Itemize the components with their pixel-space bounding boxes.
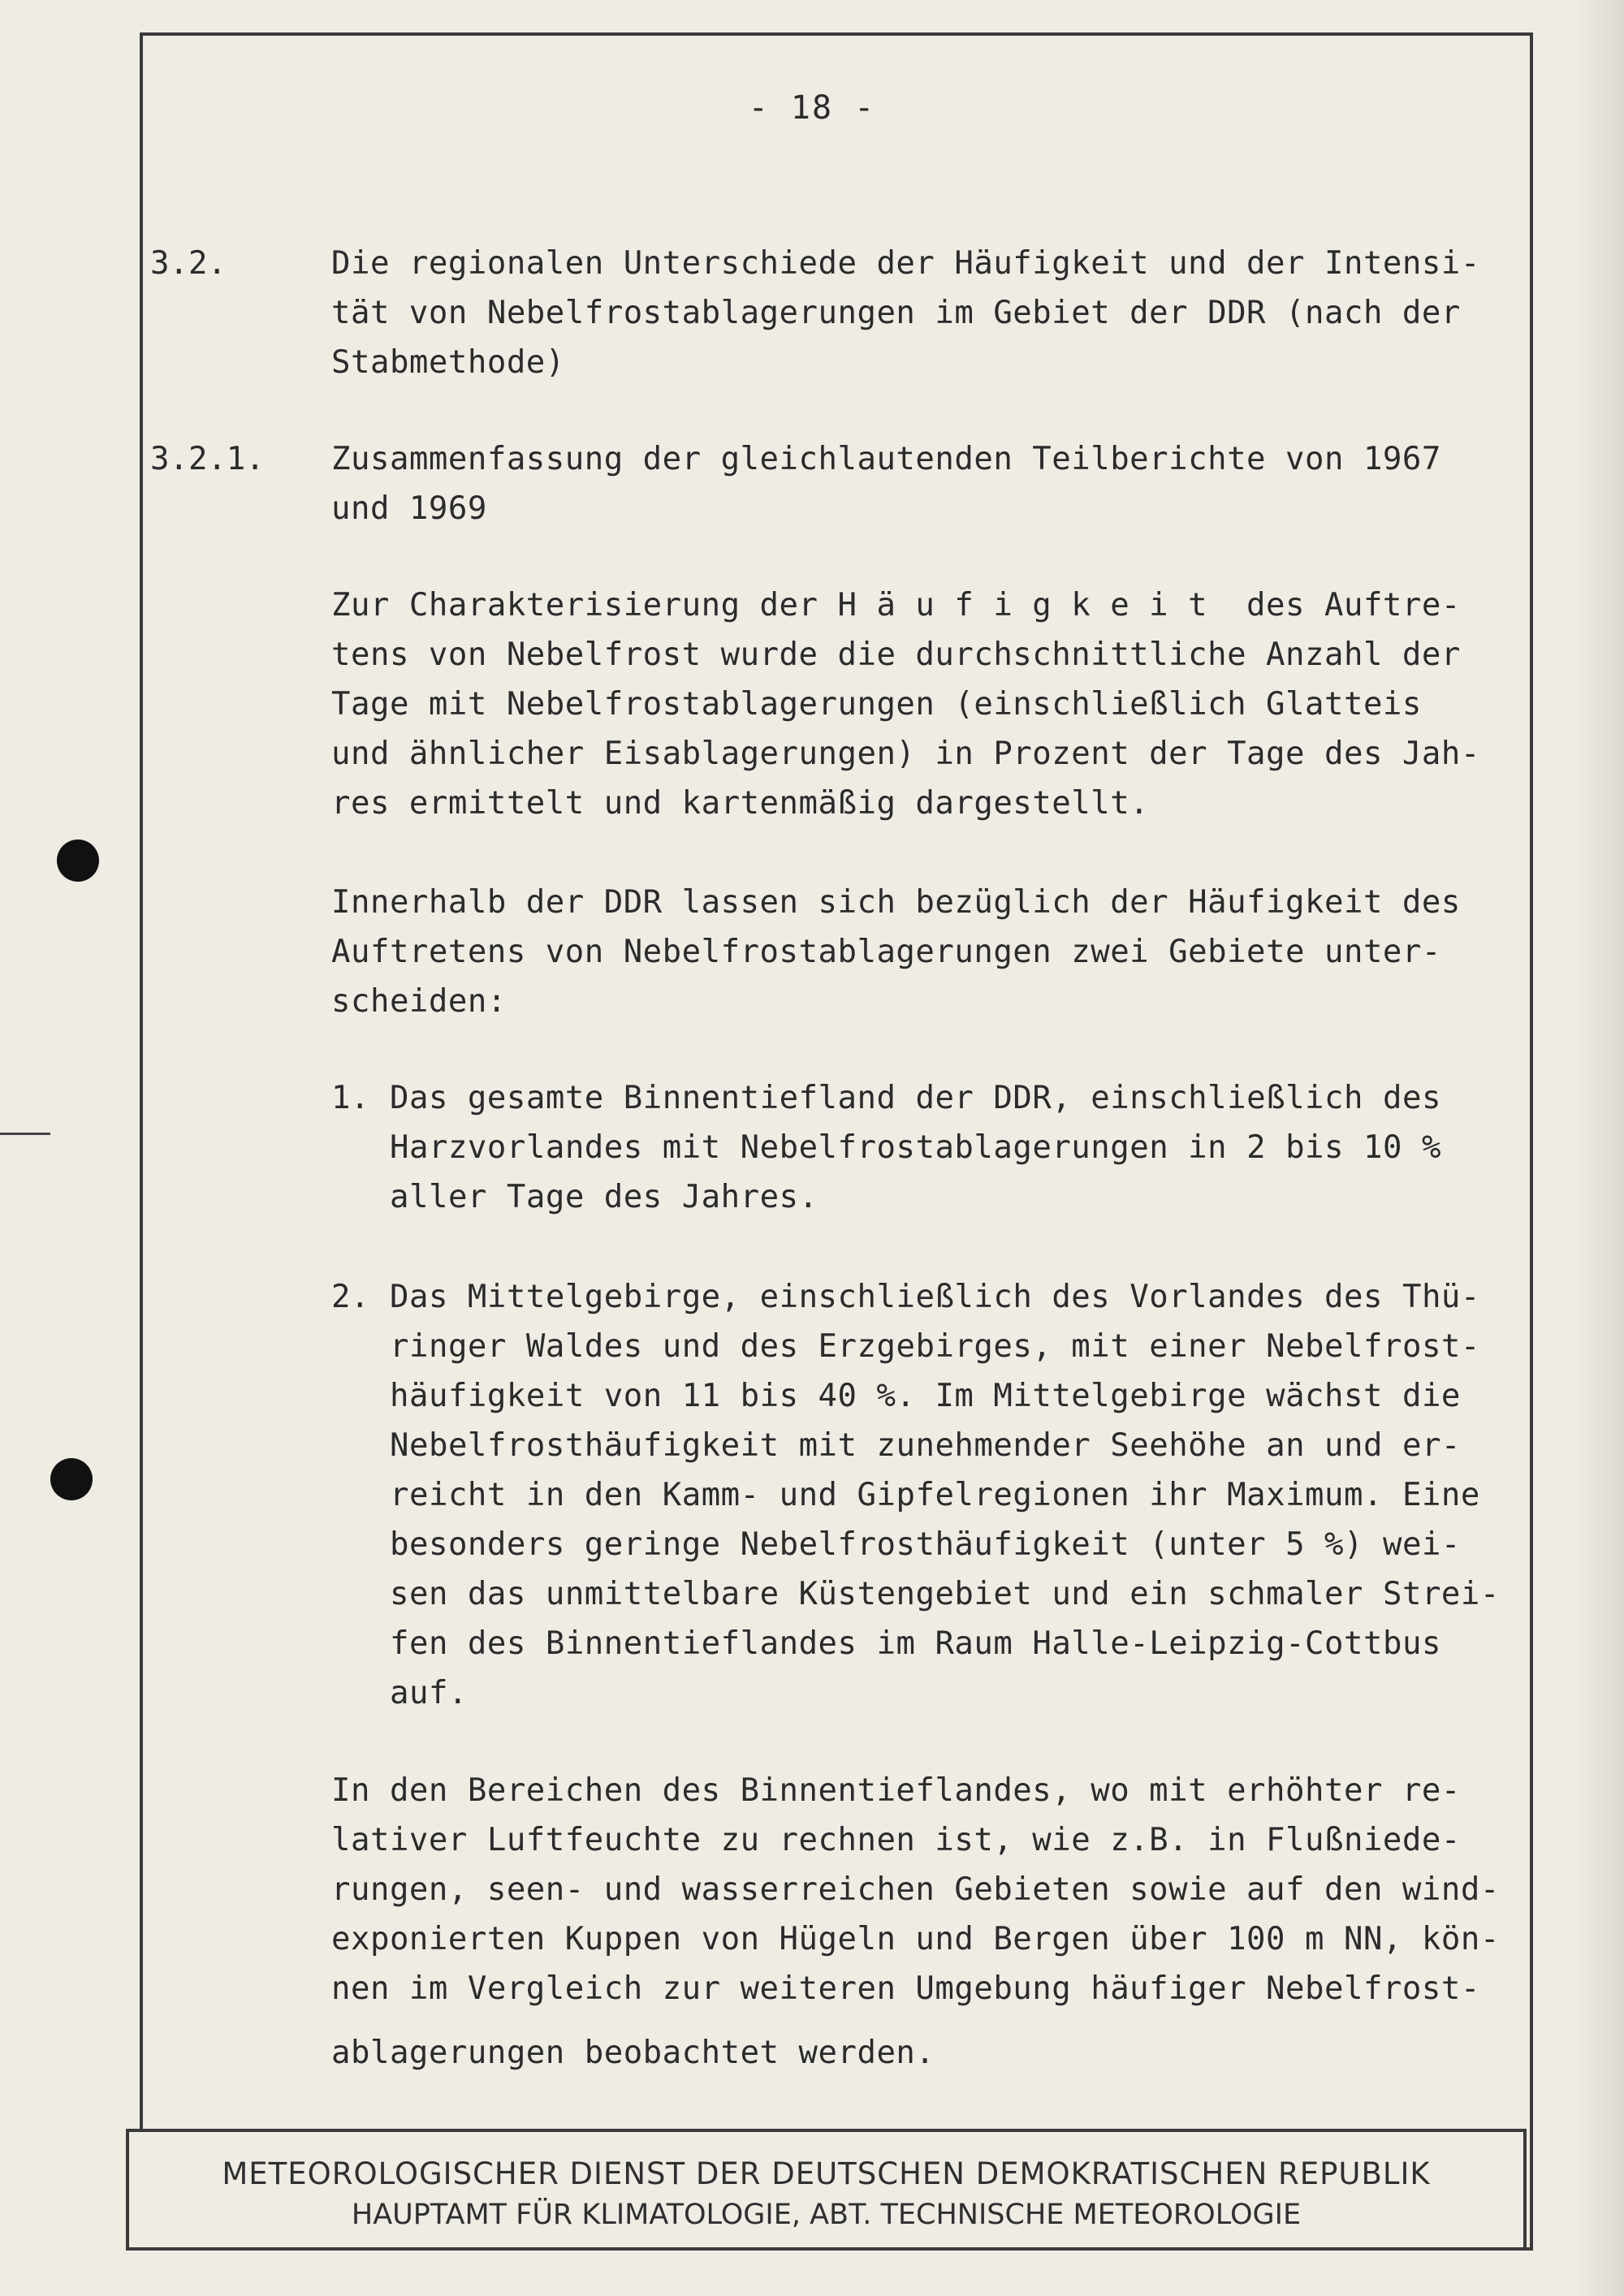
closing-paragraph-line: nen im Vergleich zur weiteren Umgebung häufiger Nebelfrost- [331,1970,1480,2007]
paragraph-line: Auftretens von Nebelfrostablagerungen zwei Gebiete unter- [331,934,1441,970]
page-number: - 18 - [748,89,876,127]
list-item-line: reicht in den Kamm- und Gipfelregionen ihr Maximum. Eine [390,1477,1480,1513]
list-item-line: Das gesamte Binnentiefland der DDR, einschließlich des [390,1080,1441,1116]
list-item-line: aller Tage des Jahres. [390,1179,818,1215]
paragraph-line: Tage mit Nebelfrostablagerungen (einschließlich Glatteis [331,686,1422,723]
section-title-line: tät von Nebelfrostablagerungen im Gebiet der DDR (nach der [331,295,1461,331]
list-marker: 1. [331,1080,369,1116]
section-title-line: Zusammenfassung der gleichlautenden Teilberichte von 1967 [331,441,1441,477]
closing-paragraph-line: In den Bereichen des Binnentieflandes, wo mit erhöhter re- [331,1772,1461,1809]
paragraph-line: Zur Charakterisierung der H ä u f i g k e i t des Auftre- [331,587,1461,624]
list-item-line: Nebelfrosthäufigkeit mit zunehmender Seehöhe an und er- [390,1427,1461,1464]
list-item-line: Harzvorlandes mit Nebelfrostablagerungen in 2 bis 10 % [390,1129,1441,1166]
closing-paragraph-line: rungen, seen- und wasserreichen Gebieten sowie auf den wind- [331,1871,1500,1908]
closing-paragraph-line: exponierten Kuppen von Hügeln und Bergen über 100 m NN, kön- [331,1921,1500,1957]
list-item-line: sen das unmittelbare Küstengebiet und ein schmaler Strei- [390,1576,1500,1612]
section-title-line: und 1969 [331,490,487,527]
list-marker: 2. [331,1279,369,1315]
list-item-line: besonders geringe Nebelfrosthäufigkeit (unter 5 %) wei- [390,1526,1461,1563]
punch-hole-bottom [50,1458,93,1500]
punch-hole-top [57,839,99,882]
list-item-line: ringer Waldes und des Erzgebirges, mit einer Nebelfrost- [390,1328,1480,1365]
section-number: 3.2.1. [150,441,265,477]
list-item-line: auf. [390,1675,468,1711]
section-title-line: Stabmethode) [331,344,565,381]
section-number: 3.2. [150,245,227,282]
paragraph-line: scheiden: [331,983,507,1020]
page-edge-shadow [1575,0,1624,2296]
list-item-line: häufigkeit von 11 bis 40 %. Im Mittelgebirge wächst die [390,1378,1461,1414]
paragraph-line: Innerhalb der DDR lassen sich bezüglich der Häufigkeit des [331,884,1461,921]
list-item-line: fen des Binnentieflandes im Raum Halle-Leipzig-Cottbus [390,1625,1441,1662]
paragraph-line: tens von Nebelfrost wurde die durchschnittliche Anzahl der [331,637,1461,673]
footer-institution: METEOROLOGISCHER DIENST DER DEUTSCHEN DEMOKRATISCHEN REPUBLIK [222,2156,1431,2191]
paragraph-line: res ermittelt und kartenmäßig dargestellt. [331,785,1150,822]
closing-paragraph-line: lativer Luftfeuchte zu rechnen ist, wie z.B. in Flußniede- [331,1822,1461,1858]
footer-box [126,2129,1527,2251]
section-title-line: Die regionalen Unterschiede der Häufigkeit und der Intensi- [331,245,1480,282]
paragraph-line: und ähnlicher Eisablagerungen) in Prozent der Tage des Jah- [331,736,1480,772]
footer-department: HAUPTAMT FÜR KLIMATOLOGIE, ABT. TECHNISCHE METEOROLOGIE [351,2199,1302,2231]
closing-paragraph-line: ablagerungen beobachtet werden. [331,2035,935,2071]
fold-mark [0,1133,50,1135]
list-item-line: Das Mittelgebirge, einschließlich des Vorlandes des Thü- [390,1279,1480,1315]
